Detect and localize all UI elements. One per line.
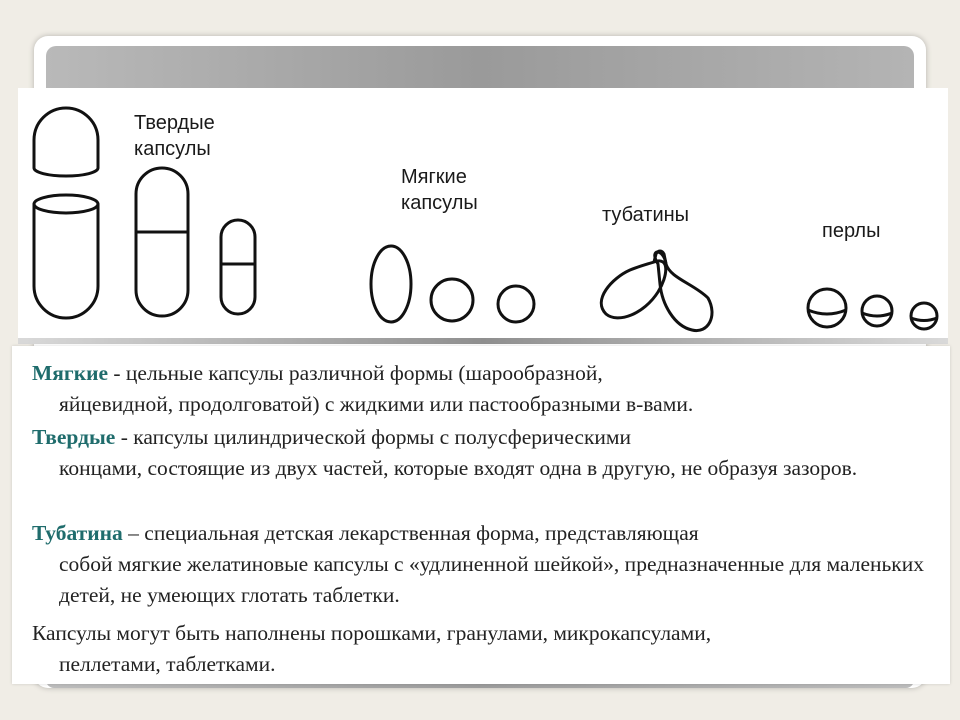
- pearl-medium-seam: [862, 313, 892, 316]
- term-soft: Мягкие: [32, 361, 109, 385]
- hard-capsule-large-body: [34, 204, 98, 318]
- definition-hard-line1: - капсулы цилиндрической формы с полусферическими: [115, 425, 632, 449]
- note-fillings: [32, 618, 937, 680]
- definition-hard: [32, 422, 937, 484]
- definition-tubatina: [32, 518, 937, 611]
- pearl-small: [911, 303, 937, 329]
- pearl-large: [808, 289, 846, 327]
- pearl-large-seam: [808, 310, 846, 314]
- definition-hard-rest: концами, состоящие из двух частей, которые входят одна в другую, не образуя зазоров.: [59, 456, 858, 480]
- term-tubatina: Тубатина: [32, 521, 123, 545]
- definition-soft: [32, 358, 937, 420]
- definition-tubatina-line1: – специальная детская лекарственная форма, представляющая: [122, 521, 699, 545]
- soft-capsule-round-large: [431, 279, 473, 321]
- note-rest: пеллетами, таблетками.: [59, 652, 276, 676]
- label-hard-capsules: Твердые капсулы: [134, 112, 215, 160]
- hard-capsule-small: [221, 220, 255, 314]
- capsule-figure: [18, 88, 948, 338]
- tubatina-left-bulb: [601, 261, 665, 318]
- label-pearls: перлы: [822, 220, 881, 242]
- label-soft-capsules: Мягкие капсулы: [401, 166, 478, 214]
- label-tubatiny: тубатины: [602, 204, 690, 226]
- pearl-medium: [862, 296, 892, 326]
- hard-capsule-large-body-rim: [34, 195, 98, 213]
- pearl-small-seam: [911, 318, 937, 321]
- definition-tubatina-rest: собой мягкие желатиновые капсулы с «удлиненной шейкой», предназначенные для маленьких детей, не умеющих глотать таблетки.: [59, 552, 925, 607]
- note-line1: Капсулы могут быть наполнены порошками, гранулами, микрокапсулами,: [32, 621, 712, 645]
- definitions-box: [12, 346, 950, 684]
- definition-soft-rest: яйцевидной, продолговатой) с жидкими или пастообразными в-вами.: [59, 392, 694, 416]
- soft-capsule-round-small: [498, 286, 534, 322]
- term-hard: Твердые: [32, 425, 116, 449]
- soft-capsule-oval: [371, 246, 411, 322]
- section-divider: [18, 338, 948, 344]
- hard-capsule-large-cap: [34, 108, 98, 176]
- hard-capsule-medium: [136, 168, 188, 316]
- definition-soft-line1: - цельные капсулы различной формы (шарообразной,: [108, 361, 603, 385]
